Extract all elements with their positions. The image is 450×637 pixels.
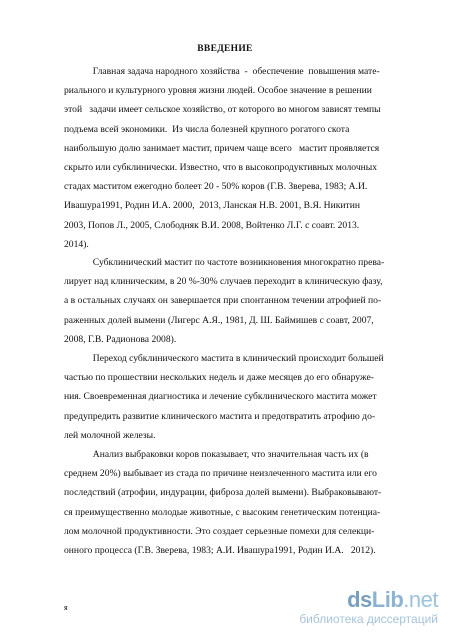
document-title: ВВЕДЕНИЕ — [197, 44, 253, 54]
text-line: раженных долей вымени (Лигерс А.Я., 1981, Д. Ш. Баймишев с соавт, 2007, — [64, 314, 374, 326]
text-line: скрыто или субклинически. Известно, что в высокопродуктивных молочных — [64, 161, 378, 173]
text-line: лом молочной продуктивности. Это создает серьезные помехи для селекци- — [64, 525, 375, 537]
body-text-block-3 — [64, 349, 404, 445]
text-line: частью по прошествии нескольких недель и даже месяцев до его обнаруже- — [64, 372, 374, 384]
watermark-logo — [299, 589, 438, 611]
watermark-subtitle: библиотека диссертаций — [299, 612, 438, 626]
text-line: подъема всей экономики. Из числа болезней крупного рогатого скота — [64, 123, 350, 135]
text-line: Ивашура1991, Родин И.А. 2000, 2013, Ланская Н.В. 2001, В.Я. Никитин — [64, 200, 360, 212]
text-line: ся преимущественно молодые животные, с высоким генетическим потенциа- — [64, 506, 381, 518]
text-line: 2014). — [64, 238, 89, 250]
text-line: Переход субклинического мастита в клинический происходит большей — [64, 353, 384, 364]
text-line: среднем 20%) выбывает из стада по причине неизлеченного мастита или его — [64, 468, 377, 480]
page-number: я — [64, 603, 68, 612]
watermark-ds: ds — [347, 587, 372, 612]
body-text-block-1 — [64, 62, 404, 254]
text-line: стадах маститом ежегодно болеет 20 - 50% коров (Г.В. Зверева, 1983; А.И. — [64, 181, 368, 193]
text-line: лирует над клиническим, в 20 %-30% случаев переходит в клиническую фазу, — [64, 276, 383, 288]
text-line: Главная задача народного хозяйства - обеспечение повышения мате- — [64, 66, 380, 77]
watermark — [299, 589, 438, 626]
body-text-block-4 — [64, 445, 404, 560]
watermark-net: .net — [403, 587, 438, 612]
text-line: этой задачи имеет сельское хозяйство, от которого во многом зависят темпы — [64, 104, 381, 116]
text-line: а в остальных случаях он завершается при спонтанном течении атрофией по- — [64, 295, 382, 307]
text-line: предупредить развитие клинического мастита и предотвратить атрофию до- — [64, 410, 376, 422]
text-line: наибольшую долю занимает мастит, причем чаще всего мастит проявляется — [64, 142, 380, 154]
text-line: лей молочной железы. — [64, 429, 156, 441]
text-line: Субклинический мастит по частоте возникновения многократно прева- — [64, 257, 385, 268]
body-text-block-2 — [64, 253, 404, 349]
text-line: последствий (атрофии, индурации, фиброза долей вымени). Выбраковывают- — [64, 487, 382, 499]
text-line: 2003, Попов Л., 2005, Слободняк В.И. 2008, Войтенко Л.Г. с соавт. 2013. — [64, 219, 360, 231]
text-line: риального и культурного уровня жизни людей. Особое значение в решении — [64, 85, 372, 97]
text-line: 2008, Г.В. Радионова 2008). — [64, 333, 177, 345]
text-line: ния. Своевременная диагностика и лечение субклинического мастита может — [64, 391, 377, 403]
watermark-lib: Lib — [371, 587, 404, 612]
text-line: онного процесса (Г.В. Зверева, 1983; А.И. Ивашура1991, Родин И.А. 2012). — [64, 544, 376, 556]
text-line: Анализ выбраковки коров показывает, что значительная часть их (в — [64, 449, 369, 460]
